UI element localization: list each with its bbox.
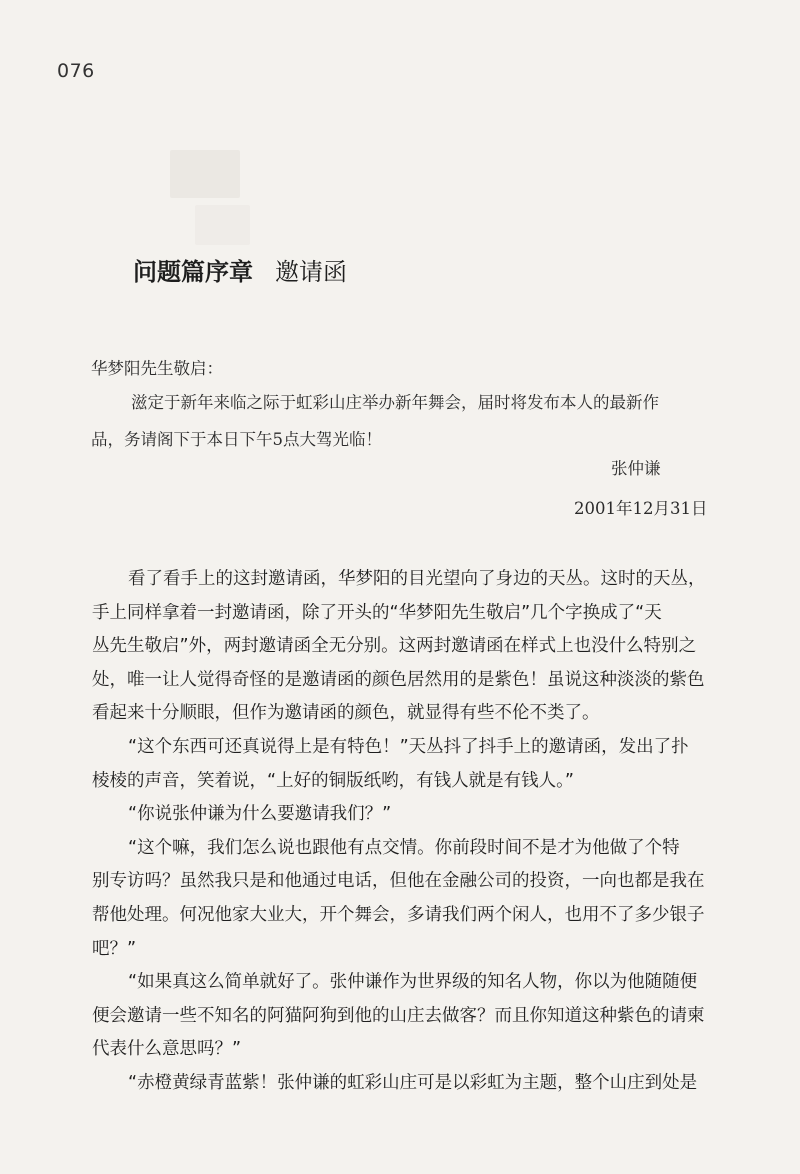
story-line: “赤橙黄绿青蓝紫！张仲谦的虹彩山庄可是以彩虹为主题，整个山庄到处是 — [128, 1072, 698, 1093]
page-number: 076 — [57, 60, 95, 82]
story-line: 看起来十分顺眼，但作为邀请函的颜色，就显得有些不伦不类了。 — [92, 703, 600, 724]
letter-line: 品，务请阁下于本日下午5点大驾光临！ — [91, 430, 382, 449]
letter-line: 滋定于新年来临之际于虹彩山庄举办新年舞会，届时将发布本人的最新作 — [131, 393, 659, 412]
story-line: “你说张仲谦为什么要邀请我们？” — [128, 804, 392, 825]
letter-salutation: 华梦阳先生敬启： — [91, 359, 223, 378]
story-line: “如果真这么简单就好了。张仲谦作为世界级的知名人物，你以为他随随便 — [128, 972, 698, 993]
story-line: 代表什么意思吗？” — [92, 1039, 242, 1060]
story-line: 处，唯一让人觉得奇怪的是邀请函的颜色居然用的是紫色！虽说这种淡淡的紫色 — [92, 669, 705, 690]
chapter-part: 问题篇序章 — [133, 258, 253, 286]
story-text — [92, 563, 754, 1101]
letter-date: 2001年12月31日 — [574, 499, 708, 518]
story-line: 手上同样拿着一封邀请函，除了开头的“华梦阳先生敬启”几个字换成了“天 — [92, 602, 662, 623]
bleed-through-shadow — [195, 205, 250, 245]
story-line: 丛先生敬启”外，两封邀请函全无分别。这两封邀请函在样式上也没什么特别之 — [92, 636, 697, 657]
story-line: “这个东西可还真说得上是有特色！”天丛抖了抖手上的邀请函，发出了扑 — [128, 736, 689, 757]
bleed-through-shadow — [170, 150, 240, 198]
story-line: “这个嘛，我们怎么说也跟他有点交情。你前段时间不是才为他做了个特 — [128, 837, 680, 858]
chapter-name: 邀请函 — [275, 258, 347, 286]
invitation-letter — [91, 354, 751, 518]
letter-signature: 张仲谦 — [611, 459, 661, 478]
story-line: 便会邀请一些不知名的阿猫阿狗到他的山庄去做客？而且你知道这种紫色的请柬 — [92, 1005, 705, 1026]
story-line: 吧？” — [92, 938, 137, 959]
story-line: 看了看手上的这封邀请函，华梦阳的目光望向了身边的天丛。这时的天丛， — [128, 569, 706, 589]
story-line: 帮他处理。何况他家大业大，开个舞会，多请我们两个闲人，也用不了多少银子 — [92, 904, 705, 925]
story-line: 棱棱的声音，笑着说，“上好的铜版纸哟，有钱人就是有钱人。” — [92, 770, 574, 791]
story-line: 别专访吗？虽然我只是和他通过电话，但他在金融公司的投资，一向也都是我在 — [92, 871, 705, 892]
chapter-title — [133, 252, 347, 287]
